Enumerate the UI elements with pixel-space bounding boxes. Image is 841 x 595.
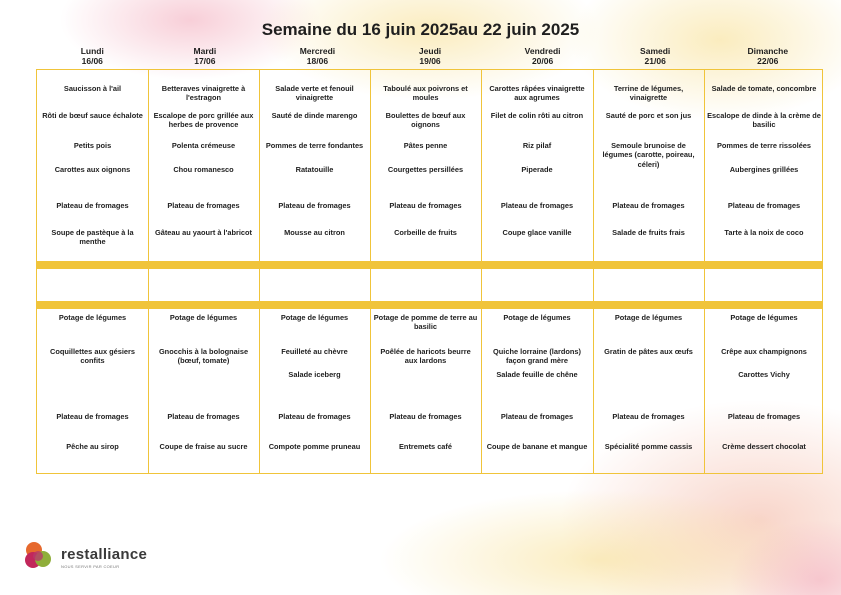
day-header [261,46,374,66]
day-name: Mercredi [299,46,336,56]
dinner-dish: Coupe de banane et mangue [486,442,588,451]
dinner-dish: Carottes Vichy [738,370,790,379]
day-date: 17/06 [194,56,216,66]
lunch-dish: Mousse au citron [284,228,345,237]
restalliance-logo [24,540,164,572]
day-header [486,46,599,66]
lunch-dish: Aubergines grillées [729,165,799,174]
lunch-dish: Pommes de terre rissolées [716,141,812,150]
lunch-dish: Sauté de porc et son jus [605,111,692,120]
lunch-dish: Petits pois [73,141,112,150]
day-header [599,46,712,66]
logo-mark-icon [24,540,54,570]
day-date: 21/06 [644,56,666,66]
dinner-dish: Potage de pomme de terre au basilic [373,313,478,332]
day-name: Mardi [193,46,217,56]
day-header [711,46,824,66]
lunch-dish: Plateau de fromages [56,201,129,210]
dinner-dish: Salade iceberg [288,370,341,379]
lunch-dish: Boulettes de bœuf aux oignons [385,111,466,130]
lunch-dish: Riz pilaf [522,141,552,150]
dinner-dish: Plateau de fromages [389,412,462,421]
dinner-dish: Gnocchis à la bolognaise (bœuf, tomate) [158,347,249,366]
lunch-dish: Carottes aux oignons [54,165,131,174]
dinner-dish: Coquillettes aux gésiers confits [49,347,136,366]
lunch-dish: Plateau de fromages [389,201,462,210]
lunch-dish: Soupe de pastèque à la menthe [51,228,134,247]
dinner-dish: Plateau de fromages [278,412,351,421]
lunch-dish: Polenta crémeuse [171,141,236,150]
dinner-dish: Spécialité pomme cassis [604,442,693,451]
lunch-dish: Pâtes penne [403,141,448,150]
lunch-dish: Taboulé aux poivrons et moules [383,84,468,103]
lunch-dish: Saucisson à l'ail [63,84,122,93]
lunch-dish: Piperade [521,165,553,174]
dinner-dish: Plateau de fromages [612,412,685,421]
dinner-dish: Crème dessert chocolat [722,442,806,451]
lunch-dish: Plateau de fromages [612,201,685,210]
day-header [374,46,487,66]
day-date: 22/06 [757,56,779,66]
dinner-dish: Potage de légumes [614,313,683,322]
lunch-dish: Semoule brunoise de légumes (carotte, poireau, céleri) [602,141,695,169]
dinner-dish: Potage de légumes [503,313,571,322]
page-title: Semaine du 16 juin 2025au 22 juin 2025 [261,20,580,39]
dinner-dish: Plateau de fromages [167,412,240,421]
dinner-dish: Salade feuille de chêne [496,370,578,379]
day-date: 19/06 [419,56,441,66]
day-name: Vendredi [524,46,561,56]
dinner-dish: Compote pomme pruneau [268,442,361,451]
day-name: Samedi [640,46,671,56]
logo-brand-text: restalliance [61,546,148,563]
day-name: Lundi [80,46,104,56]
dinner-dish: Plateau de fromages [500,412,574,421]
lunch-dish: Salade de tomate, concombre [711,84,817,93]
menu-grid [36,69,823,474]
lunch-dish: Gâteau au yaourt à l'abricot [154,228,253,237]
lunch-dish: Salade de fruits frais [612,228,685,237]
lunch-dish: Terrine de légumes, vinaigrette [613,84,684,103]
dinner-dish: Feuilleté au chèvre [281,347,348,356]
dinner-dish: Coupe de fraise au sucre [159,442,248,451]
lunch-dish: Plateau de fromages [500,201,574,210]
lunch-dish: Betteraves vinaigrette à l'estragon [161,84,246,103]
lunch-dish: Plateau de fromages [167,201,240,210]
lunch-dish: Pommes de terre fondantes [265,141,364,150]
dinner-dish: Potage de légumes [730,313,798,322]
lunch-dish: Carottes râpées vinaigrette aux agrumes [489,84,585,103]
dinner-dish: Pêche au sirop [66,442,119,451]
lunch-dish: Sauté de dinde marengo [271,111,358,120]
dinner-dish: Potage de légumes [169,313,238,322]
lunch-dish: Escalope de dinde à la crème de basilic [707,111,821,130]
day-name: Dimanche [747,46,789,56]
lunch-dish: Ratatouille [295,165,334,174]
lunch-dish: Corbeille de fruits [394,228,457,237]
lunch-dish: Rôti de bœuf sauce échalote [42,111,143,120]
dinner-dish: Entremets café [399,442,452,451]
dinner-dish: Plateau de fromages [727,412,801,421]
lunch-dish: Chou romanesco [173,165,234,174]
lunch-dish: Coupe glace vanille [502,228,572,237]
day-date: 16/06 [81,56,103,66]
lunch-dish: Tarte à la noix de coco [724,228,804,237]
day-name: Jeudi [418,46,442,56]
logo-tagline: NOUS SERVIR PAR COEUR [61,564,120,569]
dinner-dish: Poêlée de haricots beurre aux lardons [380,347,471,366]
lunch-dish: Plateau de fromages [727,201,801,210]
dinner-dish: Potage de légumes [280,313,349,322]
lunch-dish: Salade verte et fenouil vinaigrette [275,84,354,103]
lunch-dish: Filet de colin rôti au citron [490,111,584,120]
dinner-dish: Quiche lorraine (lardons) façon grand mère [493,347,581,366]
dinner-dish: Gratin de pâtes aux œufs [604,347,693,356]
lunch-dish: Escalope de porc grillée aux herbes de provence [153,111,254,130]
lunch-dish: Plateau de fromages [278,201,351,210]
day-header [36,46,149,66]
day-date: 18/06 [306,56,329,66]
dinner-dish: Plateau de fromages [56,412,129,421]
day-headers [36,46,824,66]
dinner-dish: Potage de légumes [58,313,127,322]
day-header [149,46,262,66]
lunch-dish: Courgettes persillées [387,165,464,174]
day-date: 20/06 [531,56,554,66]
dinner-dish: Crêpe aux champignons [721,347,807,356]
